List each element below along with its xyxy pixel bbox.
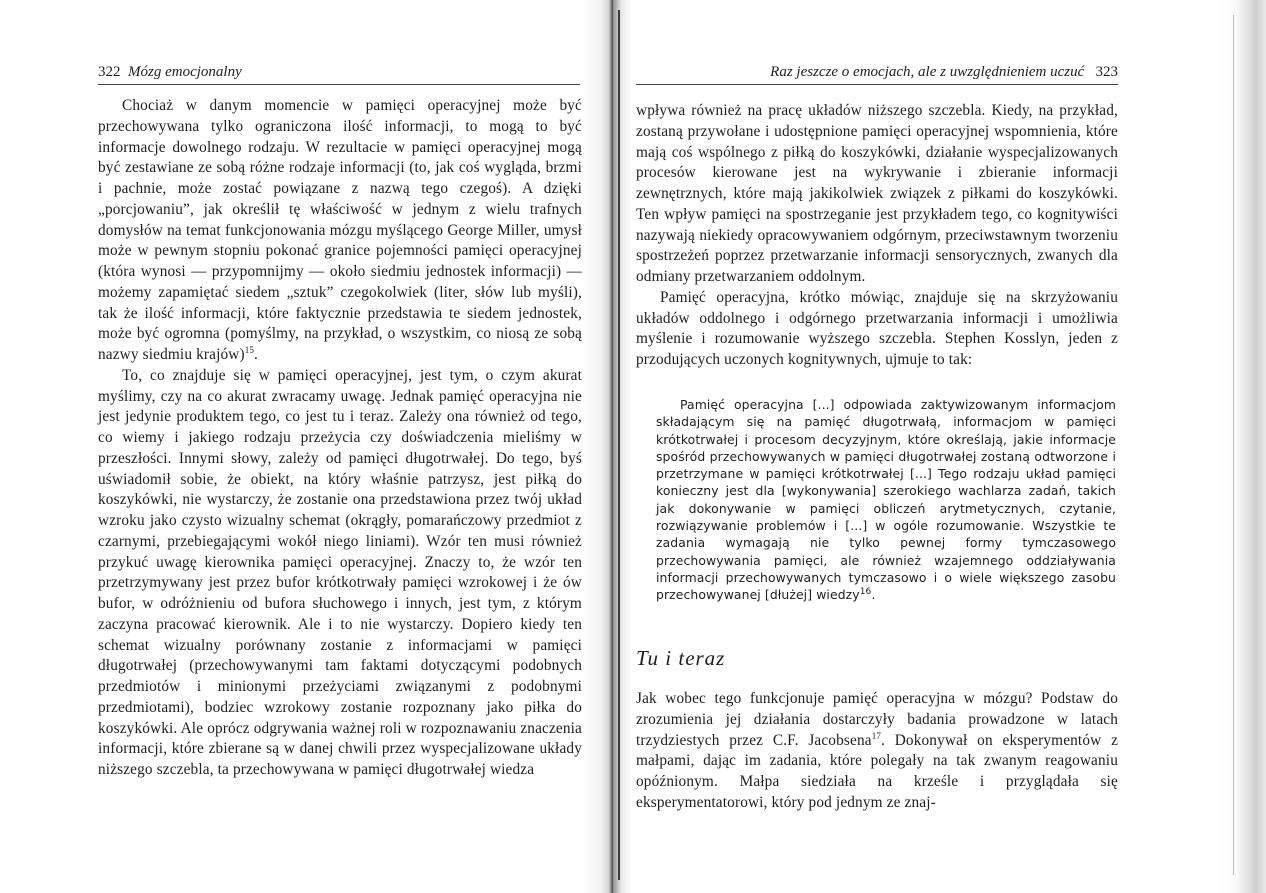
section-heading: Tu i teraz bbox=[636, 646, 726, 670]
right-body-text bbox=[636, 101, 1118, 371]
quote-text: Pamięć operacyjna [...] odpowiada zaktywizowanym informacjom składającym się na pamięć długotrwałą, informacjom w pamięci krótkotrwałej i procesom decyzyjnym, które określają, jakie informacje spośród przechowywanych w pamięci długotrwałej zostaną odtworzone i przetrzymane w pamięci krótkotrwałej [...] Tego rodzaju układ pamięci konieczny jest dla [wykonywania] szerokiego wachlarza zadań, takich jak dokonywanie w pamięci obliczeń arytmetycznych, czytanie, rozwiązywanie problemów i [...] w ogóle rozumowanie. Wszystkie te zadania wymagają nie tylko pewnej formy tymczasowego przechowywania pamięci, ale również wzajemnego oddziaływania informacji przechowywanych tymczasowo i o wiele większego zasobu przechowywanej [dłużej] wiedzy$^{16}$. bbox=[656, 397, 1116, 603]
left-page bbox=[0, 0, 612, 893]
right-running-title: Raz jeszcze o emocjach, ale z uwzględnieniem uczuć bbox=[770, 64, 1085, 80]
left-paragraph-1: Chociaż w danym momencie w pamięci operacyjnej może być przechowywana tylko ograniczona ilość informacji, to mogą to być informacje dowolnego rodzaju. W rezultacie w pamięci operacyjnej mogą być zestawiane ze sobą różne rodzaje informacji (to, jak coś wygląda, brzmi i pachnie, może zostać powiązane z nazwą tego czegoś). A dzięki „porcjowaniu”, jak określił tę właściwość w jednym z wielu trafnych domysłów na temat funkcjonowania mózgu myślącego George Miller, umysł może w pewnym stopniu pokonać granice pojemności pamięci operacyjnej (która wynosi — przypomnijmy — około siedmiu jednostek informacji) — możemy zapamiętać siedem „sztuk” czegokolwiek (liter, słów lub myśli), tak że ilość informacji, które faktycznie przedstawia te siedem jednostek, może być ogromna (pomyślmy, na przykład, o wszystkim, co niosą ze sobą nazwy siedmiu krajów)$^{15}$. bbox=[98, 97, 582, 363]
footnote-ref: 17 bbox=[871, 730, 881, 741]
paragraph-text: To, co znajduje się w pamięci operacyjnej, jest tym, o czym akurat myślimy, czy na co akurat zwracamy uwagę. Jednak pamięć operacyjna nie jest jedynie produktem tego, co jest tu i teraz. Zależy ona również od tego, co wiemy i jakiego rodzaju przeżycia czy doświadczenia mieliśmy w przeszłości. Innymi słowy, zależy od pamięci długotrwałej. Do tego, byś uświadomił sobie, że obiekt, na który właśnie patrzysz, jest piłką do koszykówki, nie wystarczy, że zostanie ona przedstawiona przez twój układ wzroku jako czysto wizualny schemat (okrągły, pomarańczowy przedmiot z czarnymi, przebiegającymi wokół niego liniami). Wzór ten musi również przykuć uwagę kierownika pamięci operacyjnej. Znaczy to, że wzór ten przetrzymywany jest przez bufor krótkotrwały pamięci wzrokowej i że ów bufor, w odróżnieniu od bufora słuchowego i innych, jest tym, z którym zaczyna pracować kierownik. Ale i to nie wystarczy. Dopiero kiedy ten schemat wizualny porównany zostanie z informacjami w pamięci długotrwałej (przechowywanymi tam faktami dotyczącymi podobnych przedmiotów i minionymi przeżyciami związanymi z podobnymi przedmiotami), bodziec wzrokowy zostanie rozpoznany jako piłka do koszykówki. Ale oprócz odgrywania ważnej roli w rozpoznawaniu znaczenia informacji, które zbierane są w danej chwili przez wyspecjalizowane układy niższego szczebla, ta przechowywana w pamięci długotrwałej wiedza bbox=[98, 366, 582, 778]
right-page-number: 323 bbox=[1095, 64, 1118, 80]
footnote-ref: 15 bbox=[244, 344, 255, 355]
footnote-ref: 16 bbox=[859, 587, 872, 598]
section-paragraph bbox=[636, 689, 1118, 814]
left-running-title: Mózg emocjonalny bbox=[128, 64, 242, 80]
quote-body: Pamięć operacyjna [...] odpowiada zaktywizowanym informacjom składającym się na pamięć długotrwałą, informacjom w pamięci krótkotrwałej i procesom decyzyjnym, które określają, jakie informacje spośród przechowywanych w pamięci długotrwałej zostaną odtworzone i przetrzymane w pamięci krótkotrwałej [...] Tego rodzaju układ pamięci konieczny jest dla [wykonywania] szerokiego wachlarza zadań, takich jak dokonywanie w pamięci obliczeń arytmetycznych, czytanie, rozwiązywanie problemów i [...] w ogóle rozumowanie. Wszystkie te zadania wymagają nie tylko pewnej formy tymczasowego przechowywania pamięci, ale również wzajemnego oddziaływania informacji przechowywanych tymczasowo i o wiele większego zasobu przechowywanej [dłużej] wiedzy bbox=[656, 397, 1116, 603]
right-paragraph-2: Pamięć operacyjna, krótko mówiąc, znajduje się na skrzyżowaniu układów oddolnego i odgórnego przetwarzania informacji i umożliwia myślenie i rozumowanie wyższego szczebla. Stephen Kosslyn, jeden z przodujących uczonych kognitywnych, ujmuje to tak: bbox=[636, 288, 1118, 368]
paragraph-text: Jak wobec tego funkcjonuje pamięć operacyjna w mózgu? Podstaw do zrozumienia jej działania dostarczyły badania prowadzone w latach trzydziestych przez C.F. Jacobsena bbox=[636, 690, 1118, 749]
right-running-head bbox=[636, 62, 1118, 85]
left-paragraph-2 bbox=[98, 366, 582, 781]
left-running-head bbox=[98, 62, 580, 85]
paragraph-text-tail: . Dokonywał on eksperymentów z małpami, dając im zadania, które polegały na tak zwanym reagowaniu opóźnionym. Małpa siedziała na krześle i przyglądała się eksperymentatorowi, który pod jednym ze znaj- bbox=[636, 731, 1119, 811]
left-body-text bbox=[98, 96, 582, 781]
book-spine-line bbox=[618, 10, 620, 880]
paragraph-text: Chociaż w danym momencie w pamięci operacyjnej może być przechowywana tylko ograniczona ilość informacji, to mogą to być informacje dowolnego rodzaju. W rezultacie w pamięci operacyjnej mogą być zestawiane ze sobą różne rodzaje informacji (to, jak coś wygląda, brzmi i pachnie, może zostać powiązane z nazwą tego czegoś). A dzięki „porcjowaniu”, jak określił tę właściwość w jednym z wielu trafnych domysłów na temat funkcjonowania mózgu myślącego George Miller, umysł może w pewnym stopniu pokonać granice pojemności pamięci operacyjnej (która wynosi — przypomnijmy — około siedmiu jednostek informacji) — możemy zapamiętać siedem „sztuk” czegokolwiek (liter, słów lub myśli), tak że ilość informacji, które faktycznie przedstawia te siedem jednostek, może być ogromna (pomyślmy, na przykład, o wszystkim, co niosą ze sobą nazwy siedmiu krajów) bbox=[98, 97, 582, 363]
left-page-number: 322 bbox=[98, 64, 121, 80]
section-body-text bbox=[636, 689, 1118, 814]
block-quote bbox=[656, 396, 1116, 604]
page-edge-shadow bbox=[1216, 0, 1266, 893]
page-edge-line bbox=[1233, 15, 1234, 875]
right-paragraph-1: wpływa również na pracę układów niższego szczebla. Kiedy, na przykład, zostaną przywołane i udostępnione pamięci operacyjnej wspomnienia, które mają coś wspólnego z piłką do koszykówki, działanie wyspecjalizowanych procesów kierowane jest na wykrywanie i zbieranie informacji zewnętrznych, które mają jakikolwiek związek z piłkami do koszykówki. Ten wpływ pamięci na spostrzeganie jest przykładem tego, co kognitywiści nazywają niekiedy opracowywaniem odgórnym, przeciwstawnym tworzeniu spostrzeżeń poprzez przetwarzanie informacji sensorycznych, zwanych dla odmiany przetwarzaniem oddolnym. bbox=[636, 102, 1118, 285]
